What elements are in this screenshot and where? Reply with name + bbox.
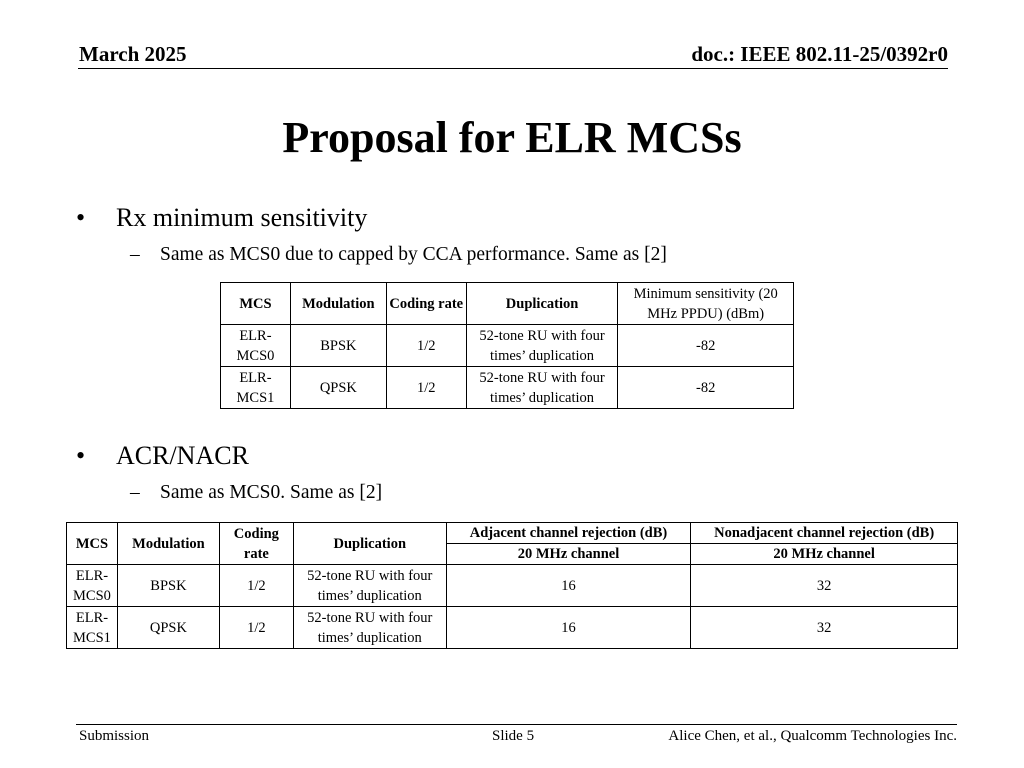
table-cell: ELR-MCS0 bbox=[221, 325, 291, 367]
table-cell: ELR-MCS0 bbox=[67, 565, 118, 607]
table-cell: -82 bbox=[618, 367, 794, 409]
table-cell: 32 bbox=[691, 607, 958, 649]
footer-divider bbox=[76, 724, 957, 725]
table-subheader-cell: 20 MHz channel bbox=[691, 544, 958, 565]
table-header-cell: MCS bbox=[67, 523, 118, 565]
table-subheader-cell: 20 MHz channel bbox=[446, 544, 691, 565]
footer-slide-number: Slide 5 bbox=[492, 728, 535, 744]
table-row bbox=[221, 367, 794, 409]
footer-submission: Submission bbox=[79, 728, 150, 744]
sub-bullet-text: Same as MCS0. Same as [2] bbox=[160, 482, 383, 503]
table-cell: QPSK bbox=[117, 607, 219, 649]
header-divider bbox=[78, 68, 948, 69]
table-cell: 52-tone RU with four times’ duplication bbox=[466, 325, 618, 367]
table-cell: 52-tone RU with four times’ duplication bbox=[466, 367, 618, 409]
table-cell: 16 bbox=[446, 565, 691, 607]
table-cell: QPSK bbox=[290, 367, 386, 409]
table-cell: 52-tone RU with four times’ duplication bbox=[293, 565, 446, 607]
table-header-cell: Coding rate bbox=[219, 523, 293, 565]
sensitivity-table bbox=[220, 282, 794, 409]
table-row bbox=[221, 325, 794, 367]
table-cell: BPSK bbox=[117, 565, 219, 607]
table-header-cell: Duplication bbox=[293, 523, 446, 565]
bullet-marker: • bbox=[76, 441, 86, 470]
bullet-text: Rx minimum sensitivity bbox=[116, 203, 368, 232]
header-date: March 2025 bbox=[79, 42, 187, 66]
table-header-cell: Modulation bbox=[117, 523, 219, 565]
table-header-cell: Minimum sensitivity (20 MHz PPDU) (dBm) bbox=[618, 283, 794, 325]
bullet-text: ACR/NACR bbox=[116, 441, 249, 470]
bullet-marker: • bbox=[76, 203, 86, 232]
table-header-cell: Duplication bbox=[466, 283, 618, 325]
table-header-cell: MCS bbox=[221, 283, 291, 325]
table-cell: ELR-MCS1 bbox=[67, 607, 118, 649]
table-cell: 32 bbox=[691, 565, 958, 607]
table-header-row bbox=[67, 523, 958, 544]
table-cell: BPSK bbox=[290, 325, 386, 367]
table-cell: -82 bbox=[618, 325, 794, 367]
table-header-cell: Modulation bbox=[290, 283, 386, 325]
dash-marker: – bbox=[130, 244, 140, 265]
table-cell: 1/2 bbox=[219, 607, 293, 649]
slide-title: Proposal for ELR MCSs bbox=[282, 113, 742, 162]
header-doc-id: doc.: IEEE 802.11-25/0392r0 bbox=[691, 42, 948, 66]
table-cell: ELR-MCS1 bbox=[221, 367, 291, 409]
dash-marker: – bbox=[130, 482, 140, 503]
table-header-row bbox=[221, 283, 794, 325]
table-cell: 1/2 bbox=[386, 367, 466, 409]
table-row bbox=[67, 565, 958, 607]
table-cell: 1/2 bbox=[386, 325, 466, 367]
rejection-table bbox=[66, 522, 958, 649]
table-cell: 1/2 bbox=[219, 565, 293, 607]
table-cell: 16 bbox=[446, 607, 691, 649]
table-cell: 52-tone RU with four times’ duplication bbox=[293, 607, 446, 649]
table-header-cell: Adjacent channel rejection (dB) bbox=[446, 523, 691, 544]
table-header-cell: Coding rate bbox=[386, 283, 466, 325]
sub-bullet-text: Same as MCS0 due to capped by CCA performance. Same as [2] bbox=[160, 244, 667, 265]
table-row bbox=[67, 607, 958, 649]
footer-authors: Alice Chen, et al., Qualcomm Technologies Inc. bbox=[668, 728, 957, 744]
table-header-cell: Nonadjacent channel rejection (dB) bbox=[691, 523, 958, 544]
